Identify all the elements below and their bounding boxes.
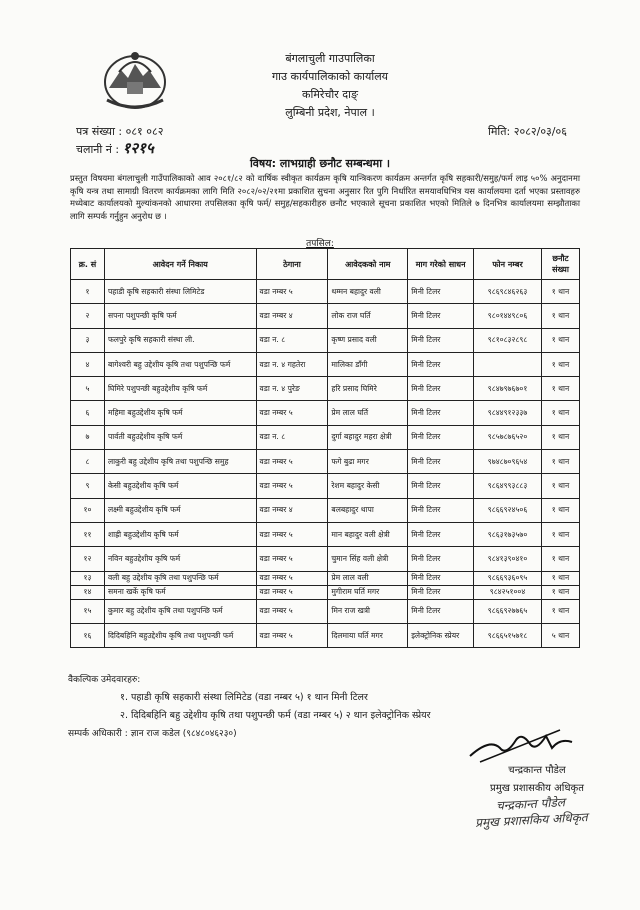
cell-applicant-body: लक्ष्मी बहुउद्देशीय कृषि फर्म: [104, 498, 256, 522]
cell-equipment: मिनी टिलर: [408, 599, 474, 623]
letter-reference: [76, 124, 163, 158]
cell-applicant-name: मिन राज खत्री: [328, 599, 408, 623]
table-row: [71, 498, 580, 522]
cell-selected-count: १ थान: [542, 377, 580, 401]
cell-phone: ९८४७९७६७०१: [474, 377, 542, 401]
cell-applicant-body: पार्वती बहुउद्देशीय कृषि फर्म: [104, 425, 256, 449]
cell-selected-count: १ थान: [542, 498, 580, 522]
selection-table: [70, 248, 580, 648]
cell-address: वडा नम्बर ५: [256, 450, 328, 474]
cell-applicant-body: सपना पशुपन्छी कृषि फर्म: [104, 304, 256, 328]
cell-selected-count: १ थान: [542, 571, 580, 585]
cell-address: वडा नम्बर ४: [256, 498, 328, 522]
cell-selected-count: १ थान: [542, 474, 580, 498]
cell-applicant-name: चुमान सिंह वली क्षेत्री: [328, 547, 408, 571]
header-selected-count: छनौट संख्या: [542, 249, 580, 280]
table-row: [71, 474, 580, 498]
cell-equipment: मिनी टिलर: [408, 425, 474, 449]
cell-address: वडा नम्बर ५: [256, 401, 328, 425]
contact-officer: सम्पर्क अधिकारी : ज्ञान राज कडेल (९८४८०४६२३०): [68, 729, 237, 739]
header-phone: फोन नम्बर: [474, 249, 542, 280]
cell-applicant-body: केसी बहुउद्देशीय कृषि फर्म: [104, 474, 256, 498]
signatory-title: प्रमुख प्रशासकीय अधिकृत: [490, 783, 584, 794]
cell-phone: [474, 352, 542, 376]
table-row: [71, 623, 580, 647]
cell-selected-count: १ थान: [542, 547, 580, 571]
stamp-line-2: प्रमुख प्रशासकिय अधिकृत: [474, 810, 589, 830]
table-caption: तपसिल:: [306, 239, 334, 249]
cell-equipment: मिनी टिलर: [408, 304, 474, 328]
table-row: [71, 377, 580, 401]
cell-applicant-name: लोक राज घर्ति: [328, 304, 408, 328]
cell-phone: ९८६९८४६२६३: [474, 280, 542, 304]
cell-phone: ९८६६९२७७६५: [474, 599, 542, 623]
cell-address: वडा नम्बर ५: [256, 623, 328, 647]
cell-serial: ११: [71, 522, 105, 546]
cell-selected-count: १ थान: [542, 401, 580, 425]
table-row: [71, 280, 580, 304]
cell-serial: २: [71, 304, 105, 328]
cell-selected-count: १ थान: [542, 599, 580, 623]
cell-applicant-body: घिमिरे पशुपन्छी बहुउद्देशीय कृषि फर्म: [104, 377, 256, 401]
cell-applicant-body: फलपुरे कृषि सहकारी संस्था ली.: [104, 328, 256, 352]
cell-equipment: मिनी टिलर: [408, 450, 474, 474]
table-row: [71, 547, 580, 571]
alternate-item: २. दिदिबहिनि बहु उद्देशीय कृषि तथा पशुपन्छी फर्म (वडा नम्बर ५) २ थान इलेक्ट्रोनिक स्प्रेयर: [120, 710, 431, 721]
table-row: [71, 571, 580, 585]
cell-equipment: मिनी टिलर: [408, 401, 474, 425]
header-applicant-body: आवेदन गर्ने निकाय: [104, 249, 256, 280]
cell-phone: ९८४४९१२३३७: [474, 401, 542, 425]
cell-phone: ९८६६९२४५०६: [474, 498, 542, 522]
handwritten-signature-icon: [460, 718, 580, 768]
cell-applicant-body: लाकुरी बहु उद्देशीय कृषि तथा पशुपन्छि समुह: [104, 450, 256, 474]
cell-selected-count: १ थान: [542, 450, 580, 474]
table-row: [71, 450, 580, 474]
cell-applicant-name: थम्मन बहादुर वली: [328, 280, 408, 304]
cell-serial: १५: [71, 599, 105, 623]
cell-applicant-name: प्रेम लाल वली: [328, 571, 408, 585]
cell-address: वडा न. ४ पुरेङ: [256, 377, 328, 401]
alternate-item: १. पहाडी कृषि सहकारी संस्था लिमिटेड (वडा नम्बर ५) १ थान मिनी टिलर: [120, 692, 368, 703]
stamp-line-1: चन्द्रकान्त पौडेल: [495, 795, 566, 813]
cell-applicant-name: रेशम बहादुर केसी: [328, 474, 408, 498]
letter-date: मिति: २०८२/०३/०६: [488, 125, 567, 138]
cell-serial: १: [71, 280, 105, 304]
alternates-title: वैकल्पिक उमेदवारहरु:: [68, 675, 141, 685]
office-header: [230, 50, 430, 122]
cell-selected-count: १ थान: [542, 425, 580, 449]
cell-applicant-name: प्रेम लाल घर्ति: [328, 401, 408, 425]
office-line-2: गाउ कार्यपालिकाको कार्यालय: [271, 70, 389, 83]
letter-number: पत्र संख्या : ०८१ ०८२: [76, 125, 164, 138]
table-row: [71, 599, 580, 623]
cell-equipment: मिनी टिलर: [408, 585, 474, 599]
cell-applicant-name: मुगीराम घर्ति मगर: [328, 585, 408, 599]
table-row: [71, 522, 580, 546]
office-line-1: बंगलाचुली गाउपालिका: [285, 52, 375, 65]
cell-equipment: मिनी टिलर: [408, 547, 474, 571]
cell-address: वडा नम्बर ५: [256, 522, 328, 546]
cell-phone: ९८६३१७३५७०: [474, 522, 542, 546]
letter-subject: विषय: लाभग्राही छनौट सम्बन्धमा ।: [249, 157, 391, 170]
cell-serial: १६: [71, 623, 105, 647]
cell-equipment: मिनी टिलर: [408, 498, 474, 522]
cell-phone: ९८१०८३२८९८: [474, 328, 542, 352]
letter-body: प्रस्तुत विषयमा बंगलाचुली गाउँपालिकाको आव २०८१/८२ को वार्षिक स्वीकृत कार्यक्रम कृषि यान्त्रिकरण कार्यक्रम अन्तर्गत कृषि सहकारी/समुह/फर्म लाइ ५०% अनुदानमा कृषि यन्त्र तथा सामाग्री वितरण कार्यक्रमका लागि मिति २०८२/०२/२१मा प्रकाशित सुचना अनुसार रित पुगि निर्धारित समयावधिभित्र यस कार्यालयमा दर्ता भएका प्रस्तावहरु मध्येबाट कार्यालयको मुल्यांकनको आधारमा तपसिलका कृषि फर्म/ समुह/सहकारीहरु छनौट भएकाले सूचना प्रकाशित भएको मितिले ७ दिनभित्र कार्यालयमा सम्झौताका लागि सम्पर्क गर्नुहुन अनुरोध छ ।: [70, 173, 580, 221]
cell-selected-count: १ थान: [542, 328, 580, 352]
header-requested-equipment: माग गरेको साधन: [408, 249, 474, 280]
cell-serial: १४: [71, 585, 105, 599]
cell-phone: ९८६६५१५७१८: [474, 623, 542, 647]
cell-address: वडा नम्बर ५: [256, 474, 328, 498]
cell-applicant-body: नविन बहुउद्देशीय कृषि फर्म: [104, 547, 256, 571]
cell-equipment: मिनी टिलर: [408, 328, 474, 352]
cell-equipment: इलेक्ट्रोनिक स्प्रेयर: [408, 623, 474, 647]
table-row: [71, 401, 580, 425]
cell-selected-count: ५ थान: [542, 623, 580, 647]
cell-address: वडा नम्बर ५: [256, 599, 328, 623]
dispatch-number: १२१५: [122, 139, 154, 157]
cell-applicant-body: कुमार बहु उद्देशीय कृषि तथा पशुपन्छि फर्म: [104, 599, 256, 623]
table-row: [71, 352, 580, 376]
cell-phone: ९८५७८७६५२०: [474, 425, 542, 449]
cell-address: वडा नम्बर ५: [256, 280, 328, 304]
cell-address: वडा न. ८: [256, 425, 328, 449]
cell-address: वडा नम्बर ४: [256, 304, 328, 328]
cell-address: वडा न. ४ गहतेरा: [256, 352, 328, 376]
office-line-3: कमिरेचौर दाङ्: [302, 88, 358, 101]
cell-phone: ९८०१४४९८०६: [474, 304, 542, 328]
cell-applicant-name: मान बहादुर वली क्षेत्री: [328, 522, 408, 546]
cell-applicant-body: समना खर्के कृषि फर्म: [104, 585, 256, 599]
cell-applicant-body: महिमा बहुउद्देशीय कृषि फर्म: [104, 401, 256, 425]
cell-applicant-body: वली बहु उद्देशीय कृषि तथा पशुपन्छि फर्म: [104, 571, 256, 585]
table-row: [71, 425, 580, 449]
cell-applicant-name: कृष्ण प्रसाद वली: [328, 328, 408, 352]
cell-phone: ९८६६९३६०९५: [474, 571, 542, 585]
cell-equipment: मिनी टिलर: [408, 522, 474, 546]
table-header-row: [71, 249, 580, 280]
cell-equipment: मिनी टिलर: [408, 571, 474, 585]
table-row: [71, 304, 580, 328]
cell-serial: ९: [71, 474, 105, 498]
cell-applicant-name: फगे बुढा मगर: [328, 450, 408, 474]
cell-address: वडा नम्बर ५: [256, 585, 328, 599]
cell-serial: १०: [71, 498, 105, 522]
cell-phone: ९७४८७०९६५४: [474, 450, 542, 474]
cell-serial: ६: [71, 401, 105, 425]
cell-applicant-body: दिदिबहिनि बहुउद्देशीय कृषि तथा पशुपन्छी फर्म: [104, 623, 256, 647]
cell-address: वडा न. ८: [256, 328, 328, 352]
header-serial: क्र. सं: [71, 249, 105, 280]
cell-applicant-name: मालिका डाँगी: [328, 352, 408, 376]
cell-selected-count: १ थान: [542, 352, 580, 376]
cell-serial: १३: [71, 571, 105, 585]
cell-phone: ९८४१३९०४१०: [474, 547, 542, 571]
cell-applicant-body: शाह्री बहुउद्देशीय कृषि फर्म: [104, 522, 256, 546]
office-line-4: लुम्बिनी प्रदेश, नेपाल ।: [285, 106, 375, 119]
table-row: [71, 585, 580, 599]
cell-selected-count: १ थान: [542, 585, 580, 599]
header-applicant-name: आवेदकको नाम: [328, 249, 408, 280]
cell-applicant-name: बलबहादुर थापा: [328, 498, 408, 522]
cell-selected-count: १ थान: [542, 280, 580, 304]
header-address: ठेगाना: [256, 249, 328, 280]
cell-applicant-name: दुर्गा बहादुर महरा क्षेत्री: [328, 425, 408, 449]
cell-serial: ७: [71, 425, 105, 449]
cell-applicant-name: हरि प्रसाद घिमिरे: [328, 377, 408, 401]
dispatch-label: चलानी नं :: [76, 143, 120, 156]
cell-serial: १२: [71, 547, 105, 571]
table-row: [71, 328, 580, 352]
cell-serial: ८: [71, 450, 105, 474]
cell-serial: ३: [71, 328, 105, 352]
cell-serial: ५: [71, 377, 105, 401]
cell-applicant-name: दिलमाया घर्ति मगर: [328, 623, 408, 647]
nepal-government-emblem-icon: [95, 42, 175, 114]
cell-equipment: मिनी टिलर: [408, 474, 474, 498]
cell-selected-count: १ थान: [542, 522, 580, 546]
cell-phone: ९८६४९९३८८३: [474, 474, 542, 498]
cell-applicant-body: पहाडी कृषि सहकारी संस्था लिमिटेड: [104, 280, 256, 304]
cell-equipment: मिनी टिलर: [408, 377, 474, 401]
cell-address: वडा नम्बर ५: [256, 547, 328, 571]
cell-serial: ४: [71, 352, 105, 376]
signatory-name: चन्द्रकान्त पौडेल: [508, 765, 566, 776]
cell-address: वडा नम्बर ५: [256, 571, 328, 585]
cell-applicant-body: बागेश्वरी बहु उद्देशीय कृषि तथा पशुपन्छि फर्म: [104, 352, 256, 376]
cell-phone: ९८४२५१००४: [474, 585, 542, 599]
cell-equipment: मिनी टिलर: [408, 280, 474, 304]
cell-equipment: मिनी टिलर: [408, 352, 474, 376]
cell-selected-count: १ थान: [542, 304, 580, 328]
official-stamp: [465, 793, 596, 832]
